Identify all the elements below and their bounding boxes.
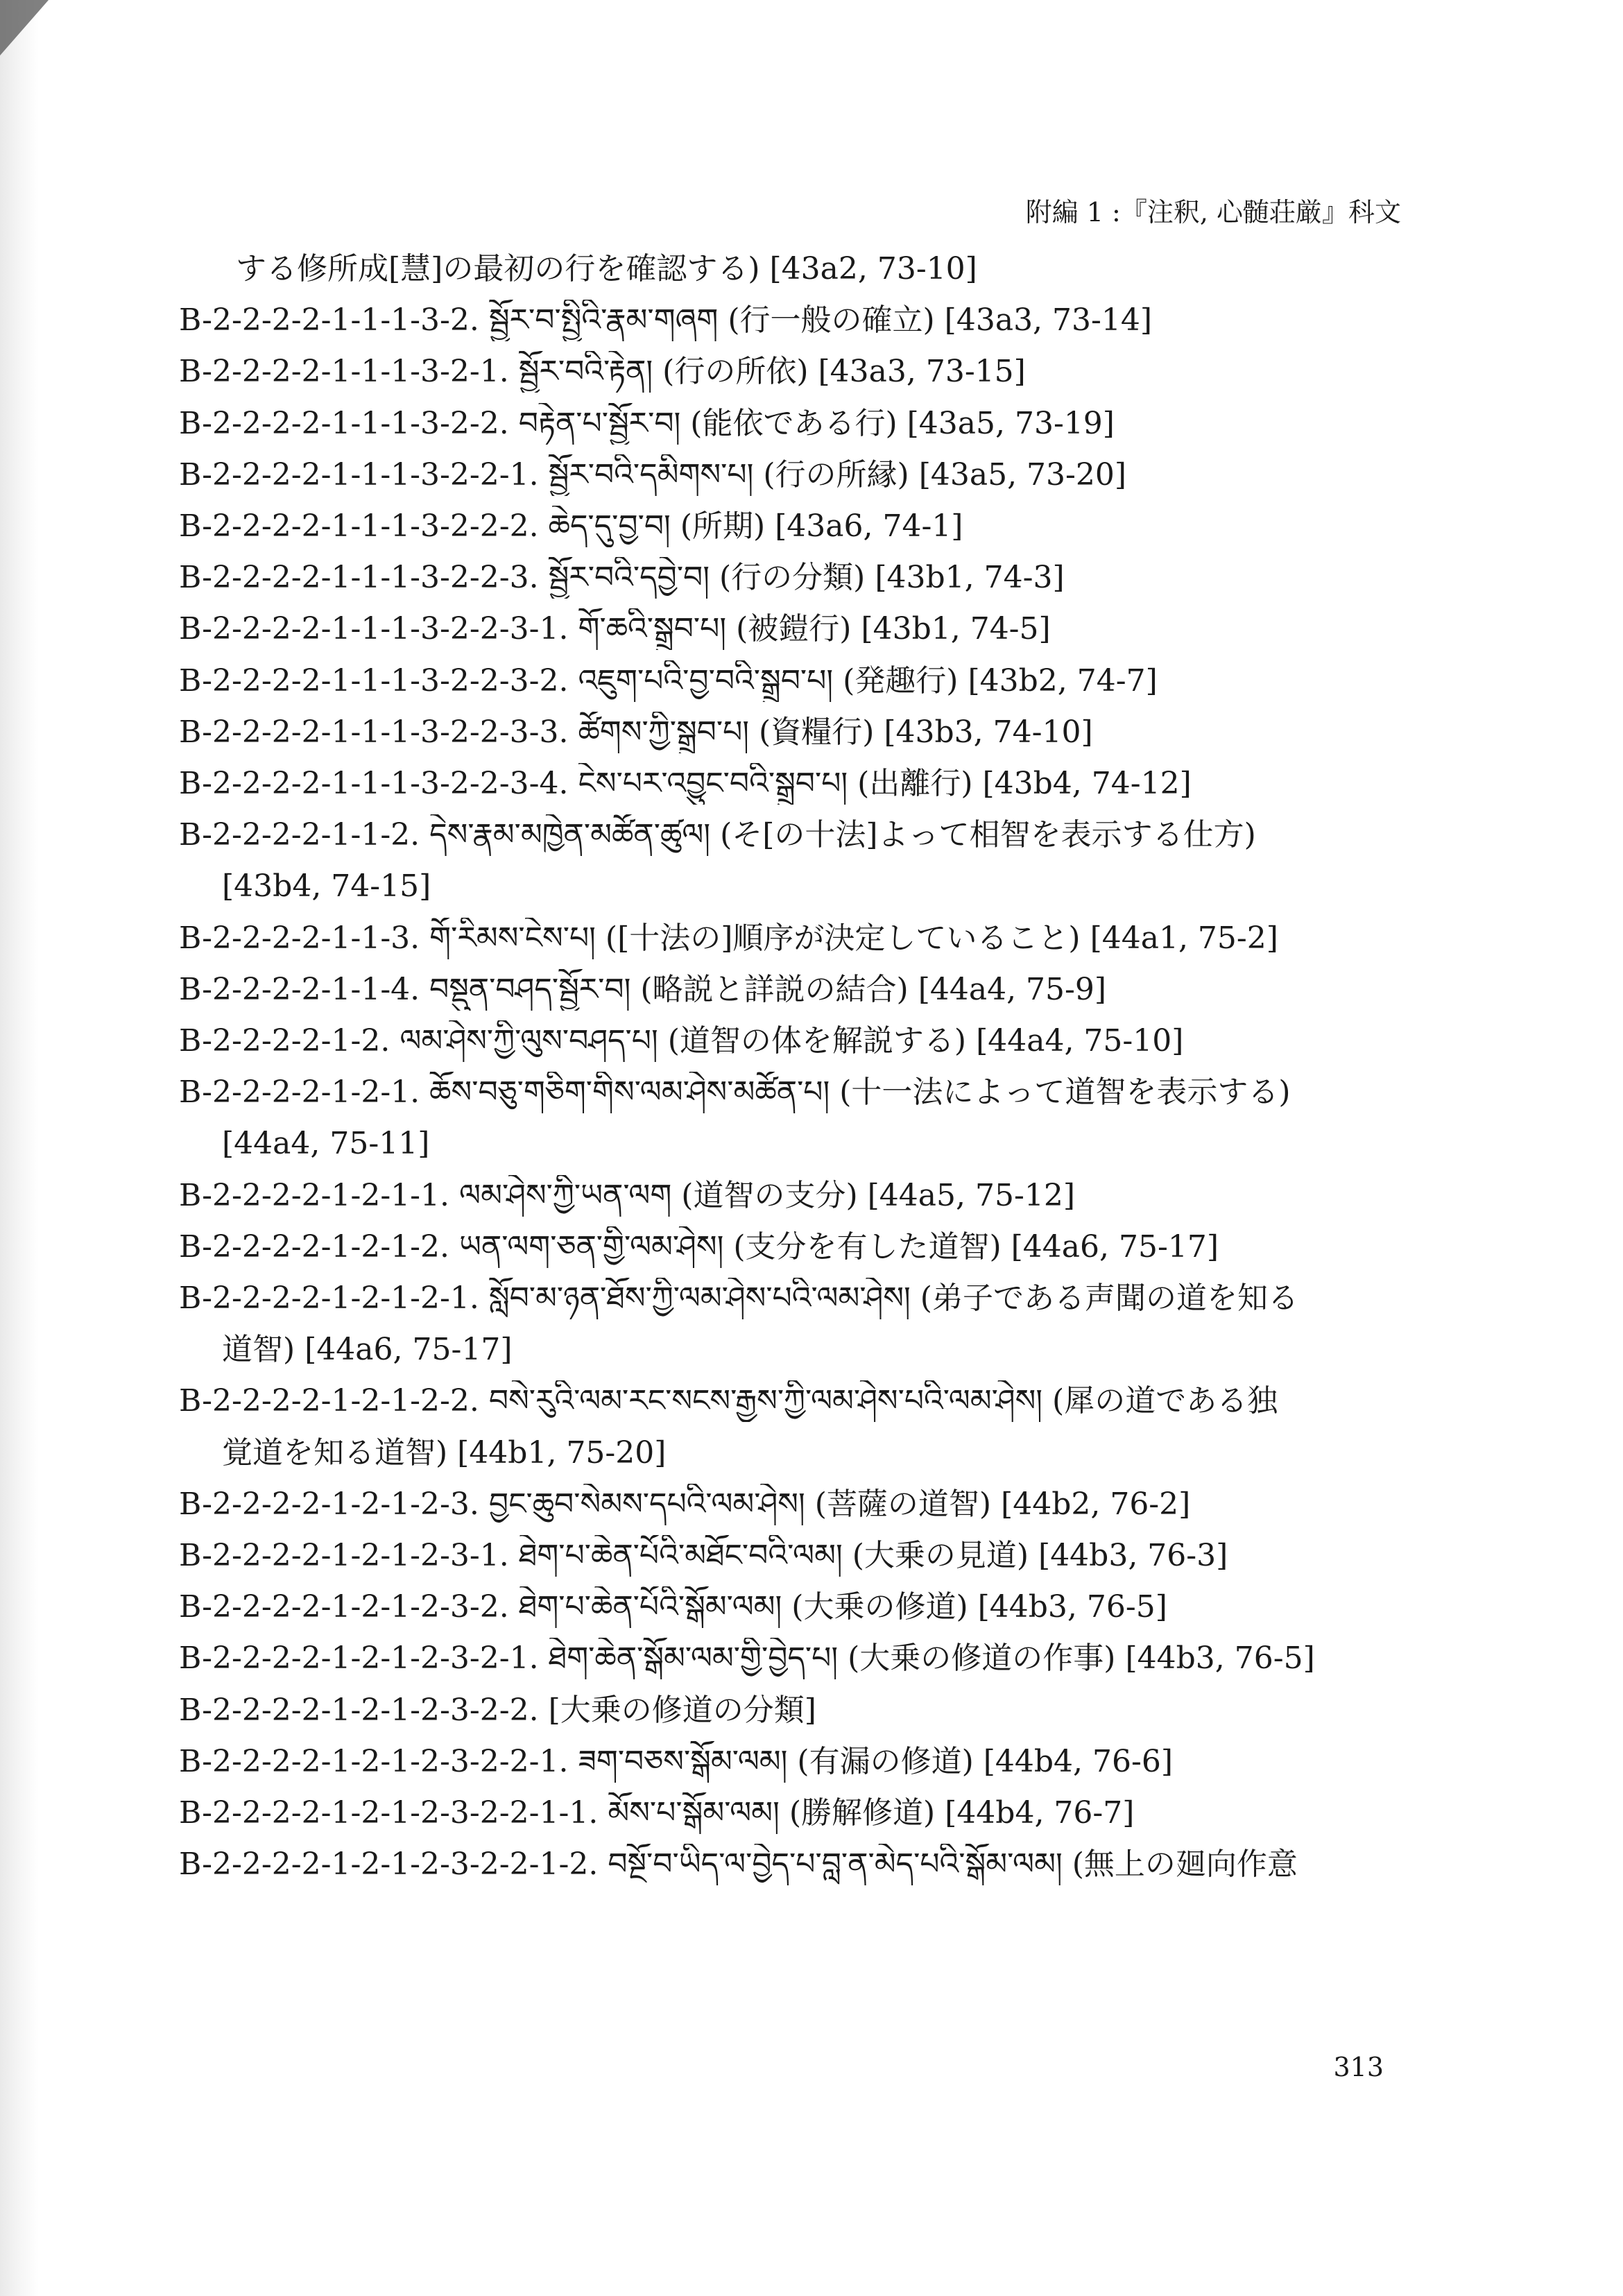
section-number: B-2-2-2-2-1-2-1-2-3-2-1. — [179, 1640, 539, 1676]
section-title: ལམ་ཤེས་ཀྱི་ཡན་ལག (道智の支分) [44a5, 75-12] — [459, 1178, 1075, 1213]
section-title: བརྟེན་པ་སྦྱོར་བ། (能依である行) [43a5, 73-19] — [518, 406, 1115, 441]
section-number: B-2-2-2-2-1-1-1-3-2-2-3-2. — [179, 663, 569, 699]
section-title: ཐེག་པ་ཆེན་པོའི་སྒོམ་ལམ། (大乗の修道) [44b3, 76-5] — [518, 1589, 1167, 1625]
toc-line — [179, 763, 1415, 805]
toc-line — [179, 918, 1415, 959]
section-number: B-2-2-2-2-1-2-1-2-3-2-2-1. — [179, 1744, 569, 1779]
toc-line — [179, 1638, 1415, 1679]
toc-line — [179, 969, 1415, 1011]
section-number: B-2-2-2-2-1-2-1-2-3-1. — [179, 1538, 509, 1573]
section-title: 覚道を知る道智) [44b1, 75-20] — [222, 1435, 667, 1471]
section-number: B-2-2-2-2-1-2-1-2. — [179, 1229, 450, 1265]
section-title: སྦྱོར་བའི་རྟེན། (行の所依) [43a3, 73-15] — [518, 354, 1026, 389]
section-title: བསྡུན་བཤད་སྦྱོར་བ། (略説と詳説の結合) [44a4, 75-9] — [429, 972, 1107, 1007]
section-title: ངེས་པར་འབྱུང་བའི་སྒྲུབ་པ། (出離行) [43b4, 74-12] — [578, 766, 1192, 801]
section-number: B-2-2-2-2-1-1-1-3-2-1. — [179, 354, 509, 389]
section-number: B-2-2-2-2-1-2-1-2-2. — [179, 1383, 479, 1419]
section-number: B-2-2-2-2-1-1-1-3-2-2-3-1. — [179, 611, 569, 646]
toc-line — [179, 608, 1415, 650]
section-title: [大乗の修道の分類] — [548, 1693, 816, 1728]
toc-line — [179, 1484, 1415, 1525]
toc-line — [179, 1175, 1415, 1217]
section-number: B-2-2-2-2-1-1-4. — [179, 972, 420, 1007]
section-title: སྦྱོར་བ་སྤྱིའི་རྣམ་གཞག (行一般の確立) [43a3, 73-14] — [488, 302, 1153, 338]
section-title: མོས་པ་སྒོམ་ལམ། (勝解修道) [44b4, 76-7] — [608, 1795, 1135, 1831]
section-number: B-2-2-2-2-1-1-1-3-2-2-1. — [179, 457, 539, 492]
section-number: B-2-2-2-2-1-2-1. — [179, 1074, 420, 1110]
scan-edge-shadow — [0, 0, 39, 2296]
running-header: 附編 1 :『注釈, 心髄荘厳』科文 — [1025, 197, 1401, 228]
section-title: ལམ་ཤེས་ཀྱི་ལུས་བཤད་པ། (道智の体を解説する) [44a4, 75-10] — [400, 1023, 1184, 1059]
section-title: ཆེད་དུ་བྱ་བ། (所期) [43a6, 74-1] — [548, 508, 963, 544]
toc-line — [179, 1278, 1415, 1319]
section-title: གོ་རིམས་ངེས་པ། ([十法の]順序が決定していること) [44a1, 75-2] — [429, 920, 1278, 956]
section-number: B-2-2-2-2-1-1-1-3-2-2-3-3. — [179, 714, 569, 750]
toc-line — [179, 1586, 1415, 1628]
toc-line — [179, 403, 1415, 445]
page-number: 313 — [1333, 2052, 1384, 2082]
section-number: B-2-2-2-2-1-2-1-2-3-2. — [179, 1589, 509, 1625]
section-number: B-2-2-2-2-1-2-1-2-3-2-2. — [179, 1693, 539, 1728]
section-number: B-2-2-2-2-1-2-1-2-3-2-2-1-2. — [179, 1847, 599, 1882]
section-title: བསྔོ་བ་ཡིད་ལ་བྱེད་པ་བླ་ན་མེད་པའི་སྒོམ་ལམ། (無上の廻向作意 — [608, 1847, 1298, 1882]
section-title: ཚོགས་ཀྱི་སྒྲུབ་པ། (資糧行) [43b3, 74-10] — [578, 714, 1093, 750]
section-title: ཡན་ལག་ཅན་གྱི་ལམ་ཤེས། (支分を有した道智) [44a6, 75-17] — [459, 1229, 1219, 1265]
section-title: ཐེག་པ་ཆེན་པོའི་མཐོང་བའི་ལམ། (大乗の見道) [44b3, 76-3] — [518, 1538, 1228, 1573]
section-title: དེས་རྣམ་མཁྱེན་མཚོན་ཚུལ། (そ[の十法]よって相智を表示する仕方) — [429, 817, 1256, 853]
toc-line — [179, 1690, 1415, 1731]
toc-line — [179, 814, 1415, 856]
section-title: する修所成[慧]の最初の行を確認する) [43a2, 73-10] — [236, 251, 977, 286]
toc-line-continuation — [222, 1123, 1415, 1165]
toc-line — [179, 351, 1415, 393]
toc-line — [179, 1844, 1415, 1885]
section-title: འཇུག་པའི་བྱ་བའི་སྒྲུབ་པ། (発趣行) [43b2, 74-7] — [578, 663, 1158, 699]
toc-line — [179, 1380, 1415, 1422]
section-title: ཐེག་ཆེན་སྒོམ་ལམ་གྱི་བྱེད་པ། (大乗の修道の作事) [44b3, 76-5] — [548, 1640, 1315, 1676]
section-number: B-2-2-2-2-1-1-1-3-2-2-3. — [179, 560, 539, 595]
section-title: སྦྱོར་བའི་དབྱེ་བ། (行の分類) [43b1, 74-3] — [548, 560, 1065, 595]
section-title: སློབ་མ་ཉན་ཐོས་ཀྱི་ལམ་ཤེས་པའི་ལམ་ཤེས། (弟子である声聞の道を知る — [488, 1280, 1298, 1316]
section-title: གོ་ཆའི་སྒྲུབ་པ། (被鎧行) [43b1, 74-5] — [578, 611, 1051, 646]
toc-line — [179, 557, 1415, 599]
toc-line — [179, 454, 1415, 496]
section-number: B-2-2-2-2-1-1-1-3-2. — [179, 302, 479, 338]
toc-line — [179, 712, 1415, 753]
section-number: B-2-2-2-2-1-1-1-3-2-2-3-4. — [179, 766, 569, 801]
toc-line-continuation — [222, 1329, 1415, 1371]
section-title: [44a4, 75-11] — [222, 1126, 430, 1161]
section-title: བསེ་རུའི་ལམ་རང་སངས་རྒྱས་ཀྱི་ལམ་ཤེས་པའི་ལམ་ཤེས། (犀の道である独 — [488, 1383, 1278, 1419]
section-title: ཟག་བཅས་སྒོམ་ལམ། (有漏の修道) [44b4, 76-6] — [578, 1744, 1174, 1779]
section-number: B-2-2-2-2-1-1-3. — [179, 920, 420, 956]
section-number: B-2-2-2-2-1-2-1-2-3-2-2-1-1. — [179, 1795, 599, 1831]
section-number: B-2-2-2-2-1-2-1-2-1. — [179, 1280, 479, 1316]
toc-line — [236, 248, 1415, 290]
section-title: [43b4, 74-15] — [222, 868, 431, 904]
toc-line — [179, 1741, 1415, 1783]
toc-line — [179, 1792, 1415, 1834]
section-number: B-2-2-2-2-1-2. — [179, 1023, 390, 1059]
toc-line — [179, 1226, 1415, 1268]
toc-line — [179, 506, 1415, 547]
toc-line — [179, 1072, 1415, 1113]
section-title: སྦྱོར་བའི་དམིགས་པ། (行の所縁) [43a5, 73-20] — [548, 457, 1127, 492]
section-title: བྱང་ཆུབ་སེམས་དཔའི་ལམ་ཤེས། (菩薩の道智) [44b2, 76-2] — [488, 1487, 1191, 1522]
section-number: B-2-2-2-2-1-1-1-3-2-2-2. — [179, 508, 539, 544]
toc-line-continuation — [222, 1432, 1415, 1474]
section-title: ཆོས་བཅུ་གཅིག་གིས་ལམ་ཤེས་མཚོན་པ། (十一法によって道智を表示する) — [429, 1074, 1291, 1110]
toc-line — [179, 300, 1415, 341]
section-title: 道智) [44a6, 75-17] — [222, 1332, 513, 1367]
toc-line — [179, 660, 1415, 702]
toc-line — [179, 1535, 1415, 1577]
section-number: B-2-2-2-2-1-2-1-1. — [179, 1178, 450, 1213]
section-number: B-2-2-2-2-1-1-1-3-2-2. — [179, 406, 509, 441]
scan-corner-mark — [0, 0, 49, 55]
toc-line — [179, 1020, 1415, 1062]
section-number: B-2-2-2-2-1-1-2. — [179, 817, 420, 853]
toc-line-continuation — [222, 866, 1415, 907]
section-number: B-2-2-2-2-1-2-1-2-3. — [179, 1487, 479, 1522]
